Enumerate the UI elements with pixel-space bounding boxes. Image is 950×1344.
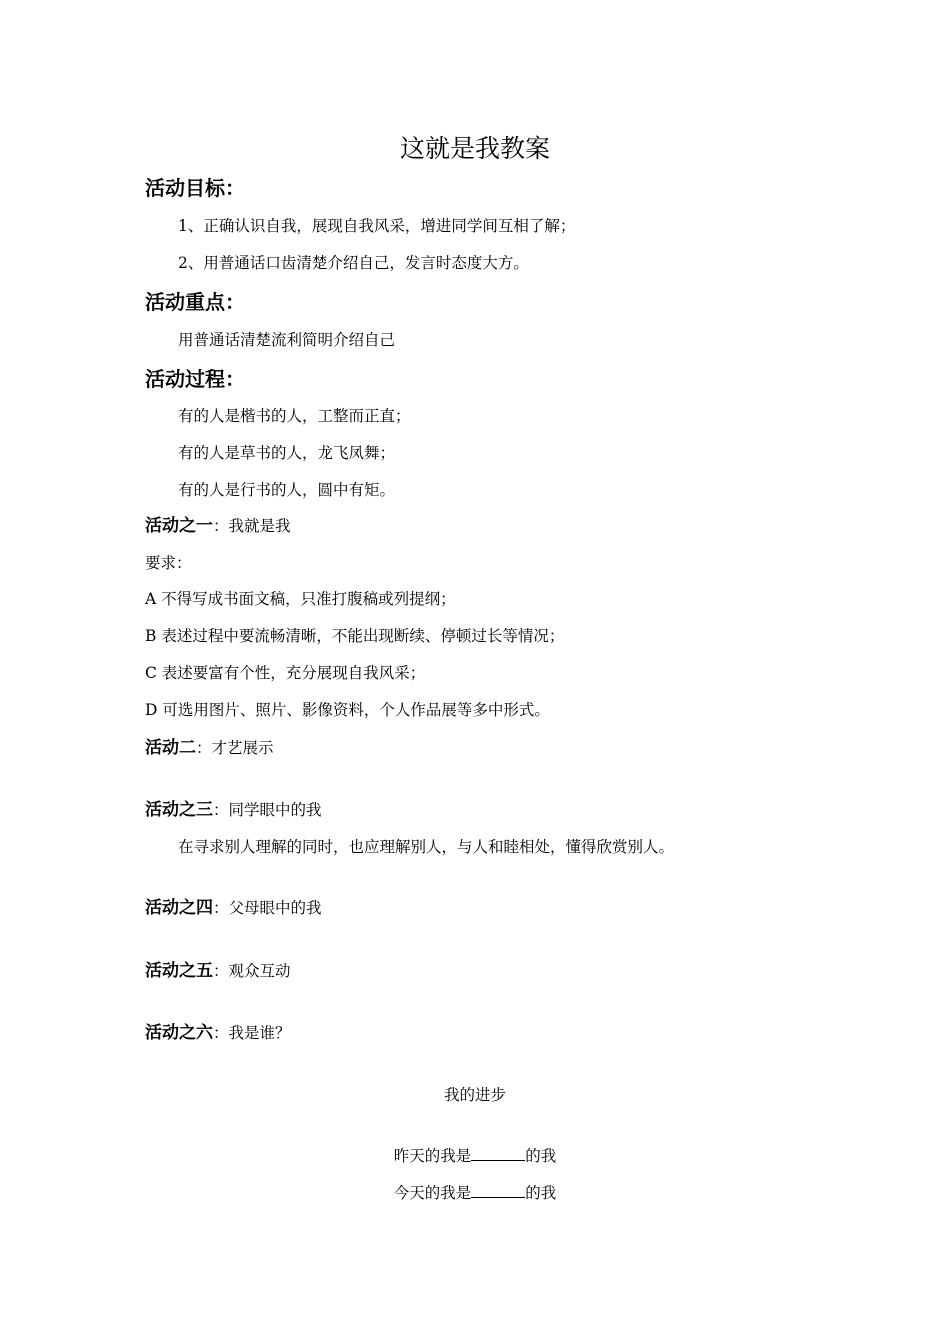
requirement-a: A 不得写成书面文稿，只准打腹稿或列提纲； [145, 590, 456, 608]
document-title: 这就是我教案 [399, 134, 550, 163]
today-blank [471, 1182, 525, 1198]
activity-3-detail: 在寻求别人理解的同时，也应理解别人，与人和睦相处，懂得欣赏别人。 [178, 838, 675, 856]
progress-title: 我的进步 [443, 1086, 506, 1104]
activity-2-sep: ： [196, 739, 212, 757]
activity-1-text: 我就是我 [228, 517, 291, 535]
activity-3-line [145, 799, 322, 821]
goal-item-2: 2、用普通话口齿清楚介绍自己，发言时态度大方。 [178, 254, 529, 272]
activity-4-line [145, 897, 322, 919]
activity-1-sep: ： [213, 517, 229, 535]
activity-1-line [145, 515, 291, 537]
progress-yesterday-line [0, 1145, 950, 1167]
yesterday-blank [471, 1145, 525, 1161]
progress-yesterday-suffix: 的我 [525, 1147, 557, 1165]
activity-3-text: 同学眼中的我 [228, 801, 322, 819]
activity-3-label: 活动之三 [145, 800, 213, 820]
activity-5-sep: ： [213, 962, 229, 980]
requirement-d: D 可选用图片、照片、影像资料，个人作品展等多中形式。 [145, 701, 550, 719]
activity-3-sep: ： [213, 801, 229, 819]
activity-5-line [145, 960, 291, 982]
requirement-b: B 表述过程中要流畅清晰，不能出现断续、停顿过长等情况； [145, 627, 565, 645]
process-line-1: 有的人是楷书的人，工整而正直； [178, 407, 411, 425]
activity-4-label: 活动之四 [145, 898, 213, 918]
progress-today-line [0, 1182, 950, 1204]
activity-2-line [145, 737, 274, 759]
focus-text: 用普通话清楚流利简明介绍自己 [178, 331, 396, 349]
activity-6-text: 我是谁？ [228, 1024, 291, 1042]
focus-heading: 活动重点： [145, 290, 245, 314]
activity-4-sep: ： [213, 899, 229, 917]
activity-5-text: 观众互动 [228, 962, 291, 980]
activity-4-text: 父母眼中的我 [228, 899, 322, 917]
progress-yesterday-prefix: 昨天的我是 [393, 1147, 472, 1165]
activity-1-label: 活动之一 [145, 516, 213, 536]
progress-today-suffix: 的我 [525, 1184, 557, 1202]
process-line-3: 有的人是行书的人，圆中有矩。 [178, 481, 396, 499]
activity-2-text: 才艺展示 [211, 739, 274, 757]
progress-today-prefix: 今天的我是 [393, 1184, 472, 1202]
activity-5-label: 活动之五 [145, 961, 213, 981]
process-heading: 活动过程： [145, 367, 245, 391]
activity-2-label: 活动二 [145, 738, 196, 758]
activity-6-sep: ： [213, 1024, 229, 1042]
activity-6-line [145, 1022, 291, 1044]
goal-item-1: 1、正确认识自我，展现自我风采，增进同学间互相了解； [178, 217, 576, 235]
requirements-heading: 要求： [145, 554, 192, 572]
goals-heading: 活动目标： [145, 176, 245, 200]
requirement-c: C 表述要富有个性，充分展现自我风采； [145, 664, 426, 682]
activity-6-label: 活动之六 [145, 1023, 213, 1043]
process-line-2: 有的人是草书的人，龙飞凤舞； [178, 444, 396, 462]
